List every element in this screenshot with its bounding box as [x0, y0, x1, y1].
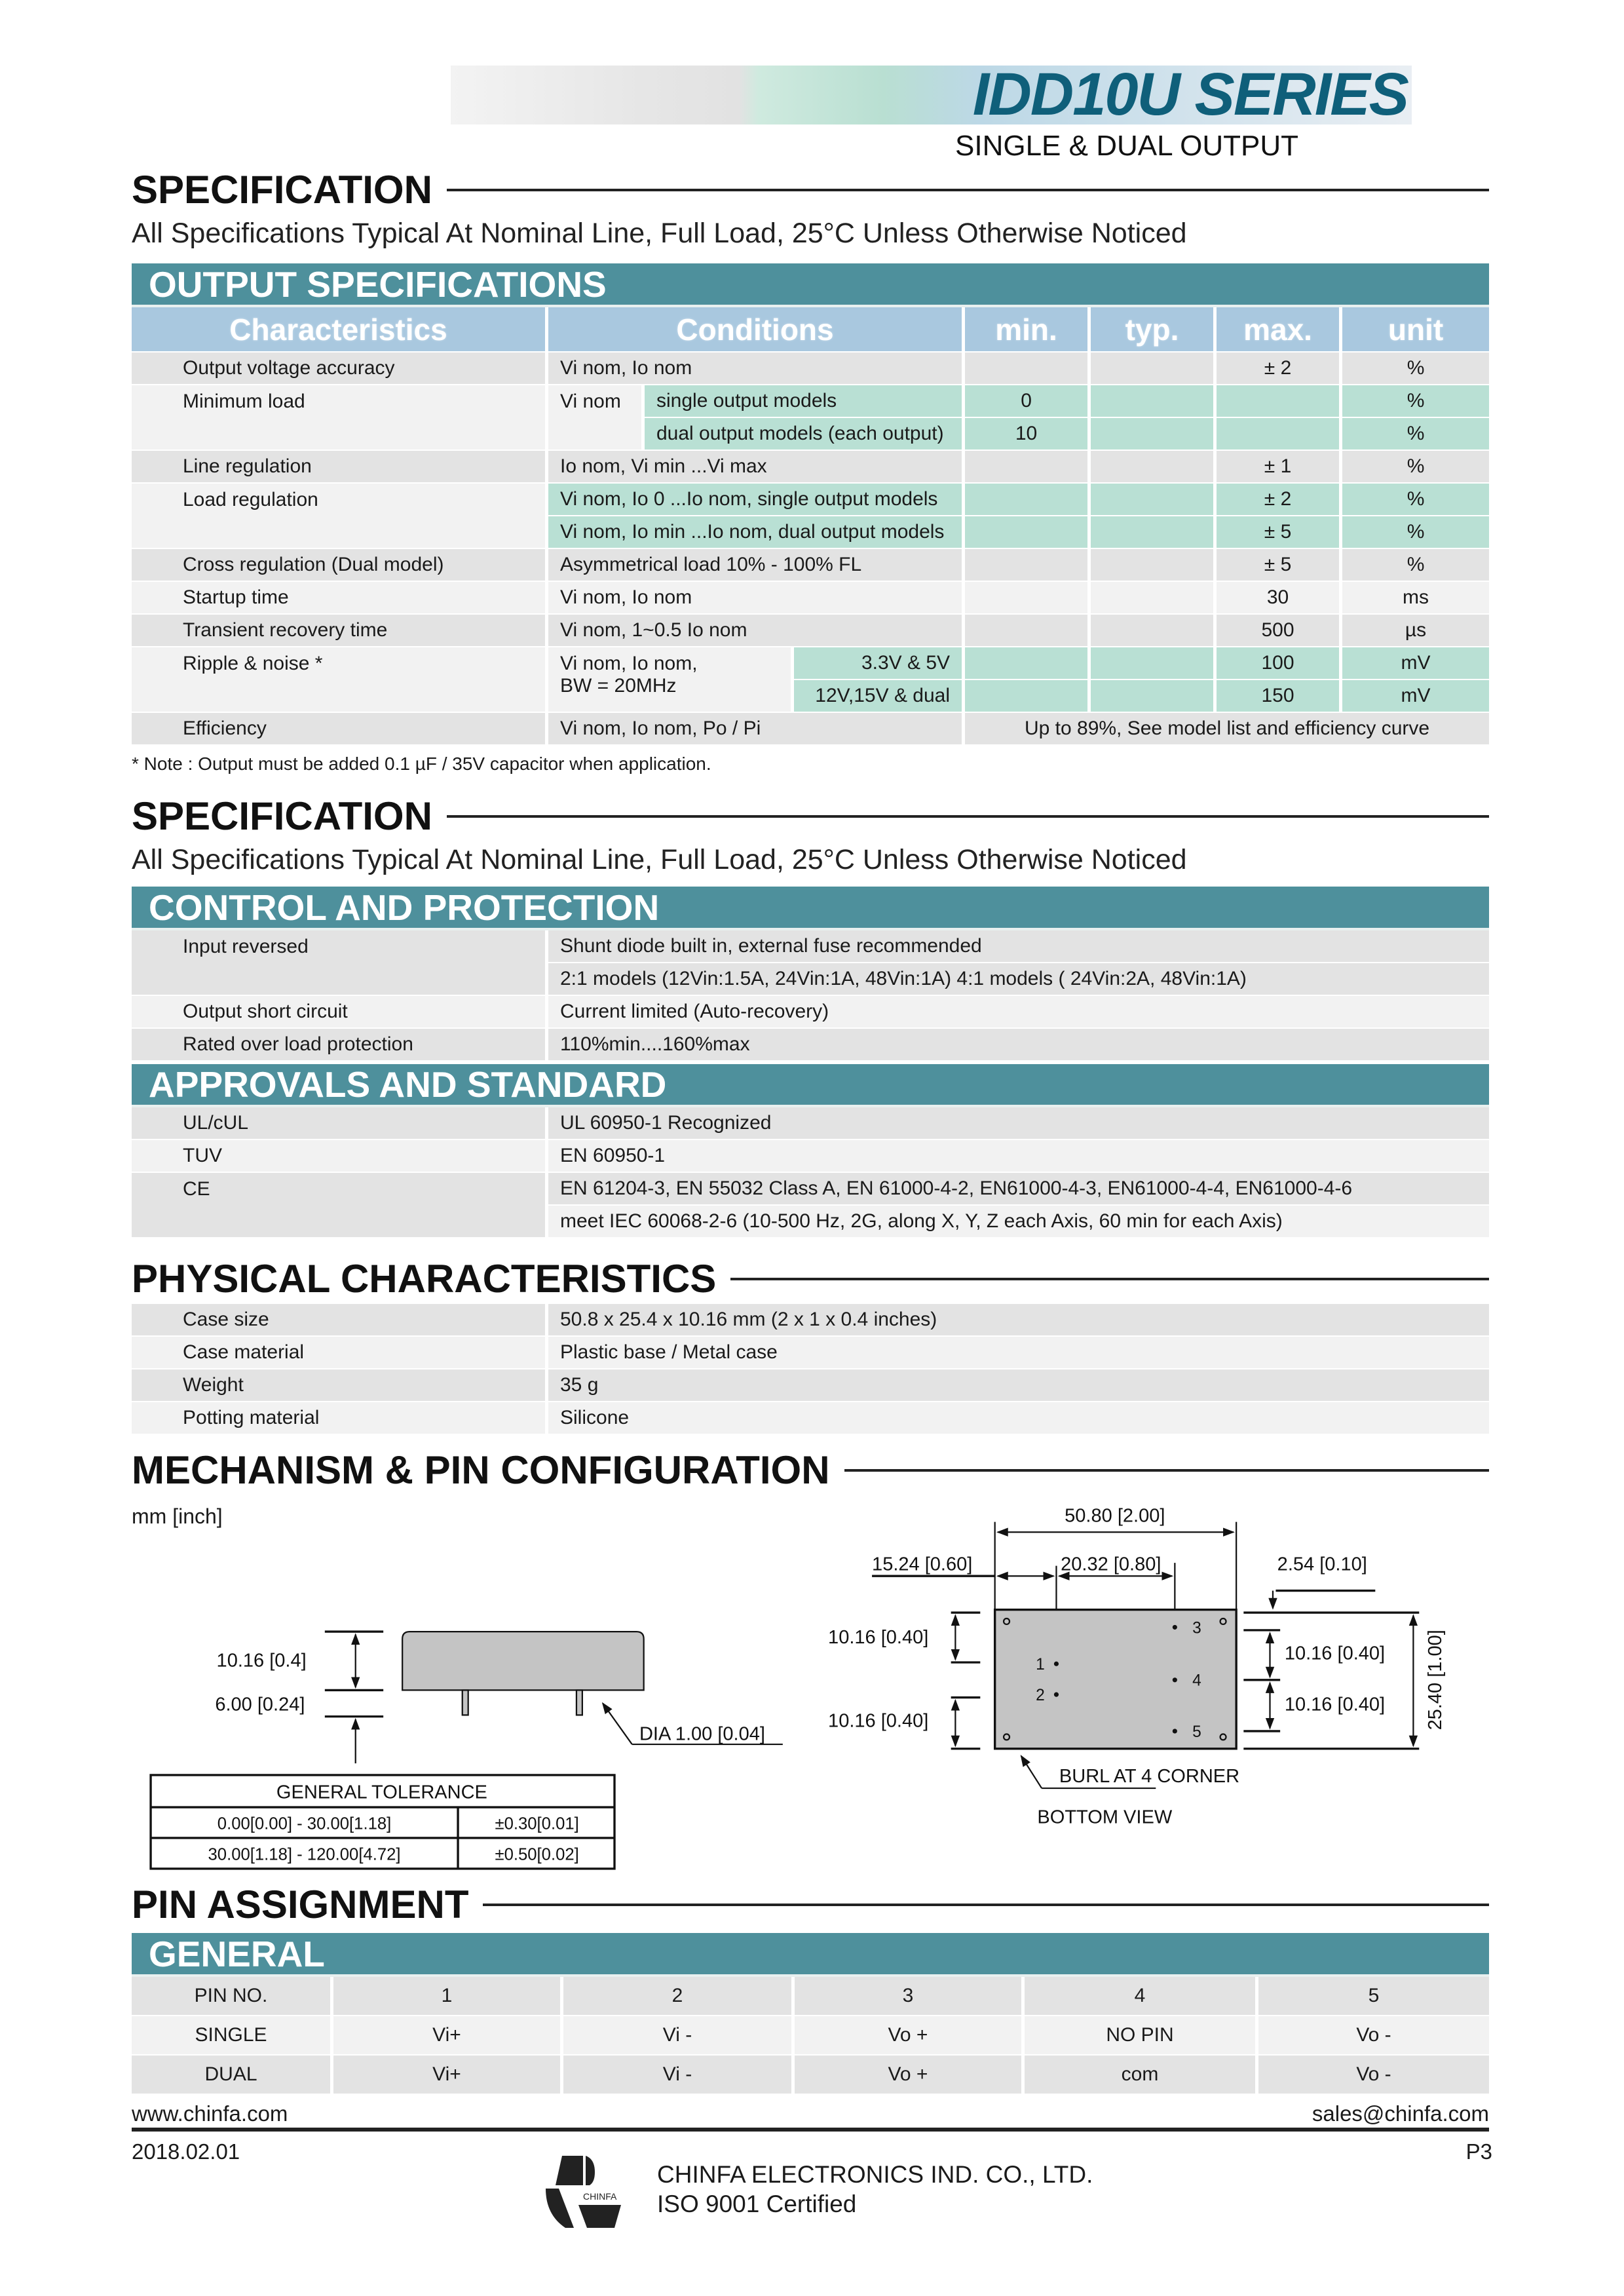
cell: SINGLE: [132, 2016, 333, 2056]
chinfa-logo: [542, 2152, 624, 2231]
row-value: EN 61204-3, EN 55032 Class A, EN 61000-4-2, EN61000-4-3, EN61000-4-4, EN61000-4-6: [548, 1173, 1489, 1206]
sub-condition: single output models: [645, 385, 965, 418]
cell: com: [1025, 2056, 1258, 2095]
max-value: 150: [1217, 680, 1342, 713]
heading-rule: [483, 1904, 1489, 1906]
row-label: Input reversed: [132, 930, 548, 996]
col-characteristics: Characteristics: [132, 307, 548, 353]
band-control-protection: CONTROL AND PROTECTION: [132, 887, 1489, 930]
band-output-specifications: OUTPUT SPECIFICATIONS: [132, 263, 1489, 307]
dim-offset-right: 2.54 [0.10]: [1277, 1554, 1367, 1575]
max-value: ± 5: [1217, 549, 1342, 582]
pin-label-5: 5: [1192, 1723, 1201, 1741]
cell: 4: [1025, 1977, 1258, 2016]
row-label: Potting material: [132, 1402, 548, 1435]
dim-offset-left: 15.24 [0.60]: [872, 1554, 973, 1575]
unit: %: [1342, 516, 1489, 549]
dim-pin-spacing: 20.32 [0.80]: [1061, 1554, 1161, 1575]
sub-condition: 3.3V & 5V: [794, 647, 965, 680]
website-link[interactable]: www.chinfa.com: [132, 2101, 288, 2126]
max-value: 500: [1217, 615, 1342, 647]
pin-3: [1173, 1625, 1177, 1630]
max-value: ± 5: [1217, 516, 1342, 549]
cell: Vi+: [333, 2056, 563, 2095]
row-value: UL 60950-1 Recognized: [548, 1107, 1489, 1140]
document-date: 2018.02.01: [132, 2139, 240, 2164]
dim-left-top: 10.16 [0.40]: [828, 1626, 929, 1648]
dim-pin-length: 6.00 [0.24]: [215, 1694, 305, 1715]
row-value: EN 60950-1: [548, 1140, 1489, 1173]
heading-text: PIN ASSIGNMENT: [132, 1883, 469, 1926]
dim-left-bottom: 10.16 [0.40]: [828, 1710, 929, 1732]
pin-label-1: 1: [1036, 1656, 1045, 1674]
cell: 1: [333, 1977, 563, 2016]
condition: Vi nom, Io nom: [548, 582, 965, 615]
row-value: Current limited (Auto-recovery): [548, 996, 1489, 1029]
characteristic: Cross regulation (Dual model): [132, 549, 548, 582]
max-value: ± 2: [1217, 353, 1342, 385]
cell: PIN NO.: [132, 1977, 333, 2016]
cell: Vi -: [563, 2016, 795, 2056]
row-label: Rated over load protection: [132, 1029, 548, 1062]
tolerance-range: 0.00[0.00] - 30.00[1.18]: [217, 1814, 392, 1833]
table-row: [132, 1977, 1489, 2016]
certification: ISO 9001 Certified: [657, 2191, 857, 2217]
output-footnote: * Note : Output must be added 0.1 µF / 35V capacitor when application.: [132, 754, 711, 774]
cell: 5: [1258, 1977, 1489, 2016]
condition: Vi nom, 1~0.5 Io nom: [548, 615, 965, 647]
col-conditions: Conditions: [548, 307, 965, 353]
tolerance-range: 30.00[1.18] - 120.00[4.72]: [208, 1845, 401, 1864]
cell: Vi+: [333, 2016, 563, 2056]
col-typ: typ.: [1091, 307, 1217, 353]
tolerance-value: ±0.50[0.02]: [495, 1845, 579, 1864]
condition: Vi nom, Io min ...Io nom, dual output models: [548, 516, 965, 549]
table-row: [132, 2056, 1489, 2095]
pin-side: [576, 1690, 582, 1715]
dim-height: 10.16 [0.4]: [216, 1650, 307, 1672]
dim-pin-dia: DIA 1.00 [0.04]: [639, 1723, 765, 1745]
condition-line: Vi nom, Io nom,: [560, 653, 698, 674]
characteristic: Transient recovery time: [132, 615, 548, 647]
condition: Vi nom, Io nom, Po / Pi: [548, 713, 965, 746]
unit: %: [1342, 418, 1489, 451]
section-heading-pin-assignment: [132, 1882, 1489, 1927]
tolerance-title: GENERAL TOLERANCE: [276, 1782, 487, 1803]
max-value: 30: [1217, 582, 1342, 615]
pin-5: [1173, 1729, 1177, 1733]
row-label: UL/cUL: [132, 1107, 548, 1140]
cell: 2: [563, 1977, 795, 2016]
unit: %: [1342, 484, 1489, 516]
row-value: 35 g: [548, 1369, 1489, 1402]
cell: Vo -: [1258, 2056, 1489, 2095]
max-value: ± 1: [1217, 451, 1342, 484]
cell: DUAL: [132, 2056, 333, 2095]
row-value: Shunt diode built in, external fuse recommended: [548, 930, 1489, 963]
page-number: P3: [1465, 2139, 1492, 2164]
heading-text: SPECIFICATION: [132, 794, 432, 838]
unit: %: [1342, 451, 1489, 484]
characteristic: Minimum load: [132, 385, 548, 451]
cell: NO PIN: [1025, 2016, 1258, 2056]
dim-right-bottom: 10.16 [0.40]: [1284, 1694, 1386, 1715]
series-title: IDD10U SERIES: [972, 61, 1408, 128]
unit: ms: [1342, 582, 1489, 615]
pin-table: [132, 1977, 1489, 2095]
row-label: Case size: [132, 1304, 548, 1337]
row-value: Silicone: [548, 1402, 1489, 1435]
characteristic: Output voltage accuracy: [132, 353, 548, 385]
row-value: 2:1 models (12Vin:1.5A, 24Vin:1A, 48Vin:1A) 4:1 models ( 24Vin:2A, 48Vin:1A): [548, 963, 1489, 996]
side-view-case: [402, 1632, 643, 1690]
row-value: 110%min....160%max: [548, 1029, 1489, 1062]
unit: mV: [1342, 680, 1489, 713]
row-label: Weight: [132, 1369, 548, 1402]
footer-rule: [132, 2128, 1489, 2132]
condition: Vi nom: [548, 385, 645, 451]
band-approvals: APPROVALS AND STANDARD: [132, 1064, 1489, 1107]
max-value: ± 2: [1217, 484, 1342, 516]
efficiency-value: Up to 89%, See model list and efficiency curve: [965, 713, 1489, 746]
pin-side: [463, 1690, 468, 1715]
unit: %: [1342, 385, 1489, 418]
heading-text: MECHANISM & PIN CONFIGURATION: [132, 1448, 830, 1492]
bottom-view-caption: BOTTOM VIEW: [1037, 1807, 1173, 1828]
row-label: TUV: [132, 1140, 548, 1173]
dim-right-top: 10.16 [0.40]: [1284, 1643, 1386, 1664]
cell: Vo +: [795, 2056, 1025, 2095]
pin-1: [1054, 1662, 1059, 1666]
row-value: meet IEC 60068-2-6 (10-500 Hz, 2G, along X, Y, Z each Axis, 60 min for each Axis): [548, 1206, 1489, 1238]
characteristic: Efficiency: [132, 713, 548, 746]
row-label: CE: [132, 1173, 548, 1238]
row-label: Case material: [132, 1337, 548, 1369]
unit: %: [1342, 549, 1489, 582]
pin-4: [1173, 1677, 1177, 1682]
col-max: max.: [1217, 307, 1342, 353]
heading-text: SPECIFICATION: [132, 168, 432, 212]
cell: Vo +: [795, 2016, 1025, 2056]
cell: Vi -: [563, 2056, 795, 2095]
unit: mV: [1342, 647, 1489, 680]
tolerance-value: ±0.30[0.01]: [495, 1814, 579, 1833]
condition: Vi nom, Io 0 ...Io nom, single output models: [548, 484, 965, 516]
unit: %: [1342, 353, 1489, 385]
heading-text: PHYSICAL CHARACTERISTICS: [132, 1257, 717, 1301]
cell: Vo -: [1258, 2016, 1489, 2056]
email-link[interactable]: sales@chinfa.com: [1312, 2101, 1489, 2126]
pin-label-4: 4: [1192, 1672, 1201, 1690]
condition: Vi nom, Io nom: [548, 353, 965, 385]
condition: Io nom, Vi min ...Vi max: [548, 451, 965, 484]
spec-note-2: All Specifications Typical At Nominal Line, Full Load, 25°C Unless Otherwise Noticed: [132, 844, 1187, 875]
row-value: Plastic base / Metal case: [548, 1337, 1489, 1369]
logo-text: CHINFA: [583, 2191, 617, 2202]
characteristic: Ripple & noise *: [132, 647, 548, 713]
spec-note: All Specifications Typical At Nominal Line, Full Load, 25°C Unless Otherwise Noticed: [132, 218, 1187, 249]
condition: Asymmetrical load 10% - 100% FL: [548, 549, 965, 582]
characteristic: Load regulation: [132, 484, 548, 549]
burl-note: BURL AT 4 CORNER: [1059, 1766, 1240, 1788]
company-name: CHINFA ELECTRONICS IND. CO., LTD.: [657, 2161, 1093, 2188]
characteristic: Startup time: [132, 582, 548, 615]
dim-width: 50.80 [2.00]: [1065, 1505, 1165, 1527]
series-subtitle: SINGLE & DUAL OUTPUT: [955, 130, 1299, 162]
condition-line: BW = 20MHz: [560, 675, 677, 697]
characteristic: Line regulation: [132, 451, 548, 484]
sub-condition: 12V,15V & dual: [794, 680, 965, 713]
max-value: 100: [1217, 647, 1342, 680]
units-label: mm [inch]: [132, 1504, 223, 1528]
row-value: 50.8 x 25.4 x 10.16 mm (2 x 1 x 0.4 inches): [548, 1304, 1489, 1337]
band-general: GENERAL: [132, 1933, 1489, 1977]
cell: 3: [795, 1977, 1025, 2016]
pin-2: [1054, 1693, 1059, 1697]
min-value: 10: [965, 418, 1091, 451]
unit: µs: [1342, 615, 1489, 647]
col-unit: unit: [1342, 307, 1489, 353]
table-row: [132, 2016, 1489, 2056]
row-label: Output short circuit: [132, 996, 548, 1029]
pin-label-2: 2: [1036, 1687, 1045, 1705]
col-min: min.: [965, 307, 1091, 353]
sub-condition: dual output models (each output): [645, 418, 965, 451]
pin-label-3: 3: [1192, 1619, 1201, 1637]
min-value: 0: [965, 385, 1091, 418]
dim-total-height: 25.40 [1.00]: [1424, 1630, 1446, 1731]
